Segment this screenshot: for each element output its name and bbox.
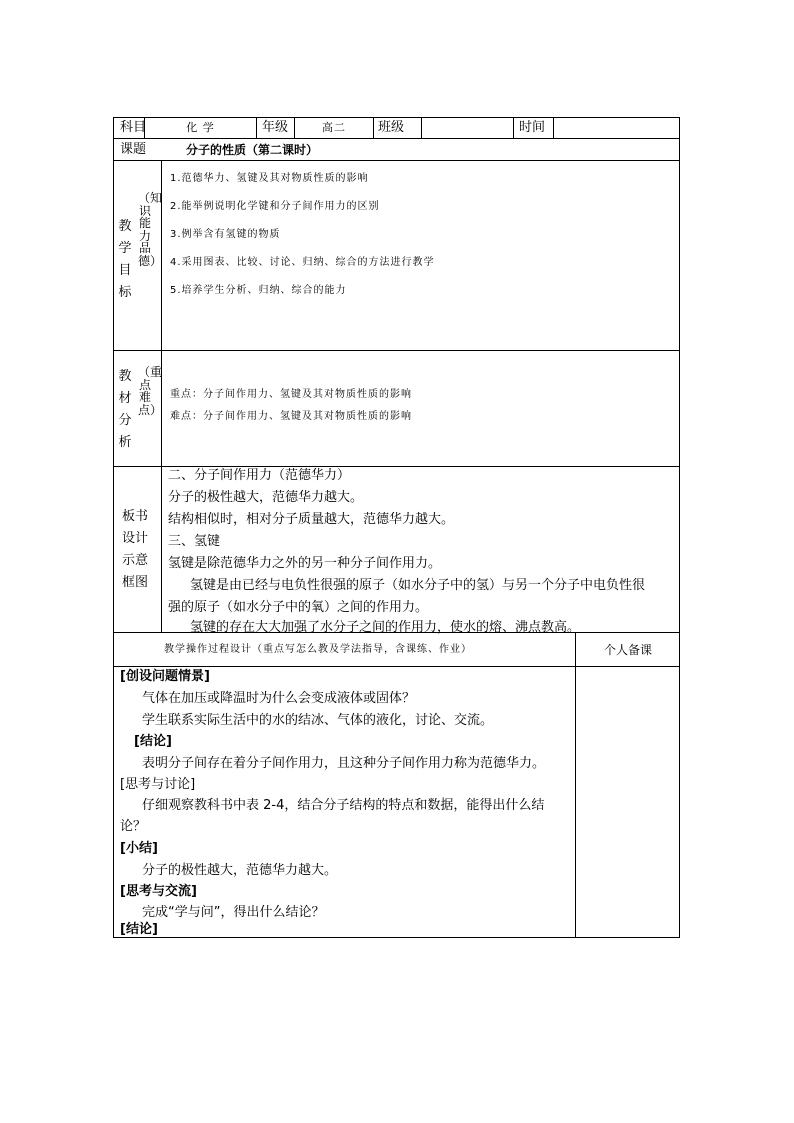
lesson-plan-table: [113, 117, 680, 938]
objective-item: 5.培养学生分析、归纳、综合的能力: [170, 285, 347, 296]
process-line: [结论]: [120, 922, 158, 937]
grade-label: 年级: [262, 120, 289, 135]
process-line: 学生联系实际生活中的水的结冰、气体的液化，讨论、交流。: [142, 713, 494, 728]
row-divider: [114, 138, 680, 139]
objectives-sub-label: （知识 能力 品德）: [138, 191, 163, 268]
process-line: [思考与交流]: [120, 884, 197, 899]
subject-label: 科目: [120, 120, 147, 135]
board-label-line: 板书: [122, 509, 149, 524]
board-line: 结构相似时，相对分子质量越大，范德华力越大。: [168, 512, 455, 527]
board-line: 二、分子间作用力（范德华力）: [168, 468, 351, 483]
analysis-label: 教材分析: [118, 369, 132, 450]
process-line: [创设问题情景]: [120, 669, 210, 684]
process-line: 论？: [120, 819, 147, 834]
process-line: [小结]: [120, 841, 158, 856]
row-divider: [114, 466, 680, 467]
objective-item: 3.例举含有氢键的物质: [170, 229, 281, 240]
col-divider: [553, 118, 554, 138]
row-divider: [114, 160, 680, 161]
objective-item: 4.采用图表、比较、讨论、归纳、综合的方法进行教学: [170, 257, 435, 268]
key-point: 重点：分子间作用力、氢键及其对物质性质的影响: [170, 389, 412, 400]
process-line: [思考与讨论]: [120, 777, 196, 792]
process-line: 分子的极性越大，范德华力越大。: [142, 863, 338, 878]
col-divider: [421, 118, 422, 138]
col-divider: [373, 118, 374, 138]
board-line: 氢键的存在大大加强了水分子之间的作用力，使水的熔、沸点教高。: [190, 620, 581, 635]
class-label: 班级: [378, 120, 405, 135]
process-line: 仔细观察教科书中表 2-4，结合分子结构的特点和数据，能得出什么结: [142, 798, 545, 813]
process-line: 表明分子间存在着分子间作用力，且这种分子间作用力称为范德华力。: [142, 756, 546, 771]
board-line: 强的原子（如水分子中的氧）之间的作用力。: [168, 600, 429, 615]
topic-value: 分子的性质（第二课时）: [186, 143, 319, 157]
analysis-sub-label: （重点 难点）: [138, 365, 163, 417]
col-divider: [513, 118, 514, 138]
difficult-point: 难点：分子间作用力、氢键及其对物质性质的影响: [170, 411, 412, 422]
board-line: 氢键是除范德华力之外的另一种分子间作用力。: [168, 556, 442, 571]
objective-item: 2.能举例说明化学键和分子间作用力的区别: [170, 201, 380, 212]
process-line: [结论]: [134, 734, 172, 749]
row-divider: [114, 350, 680, 351]
process-header: 教学操作过程设计（重点写怎么教及学法指导，含课练、作业）: [164, 644, 472, 655]
board-label-line: 设计: [122, 531, 149, 546]
process-line: 气体在加压或降温时为什么会变成液体或固体？: [142, 691, 416, 706]
board-line: 分子的极性越大，范德华力越大。: [168, 490, 364, 505]
objective-item: 1.范德华力、氢键及其对物质性质的影响: [170, 173, 369, 184]
board-line: 氢键是由已经与电负性很强的原子（如水分子中的氢）与另一个分子中电负性很: [190, 578, 646, 593]
grade-value: 高二: [322, 121, 346, 134]
objectives-label: 教学目标: [118, 219, 132, 300]
topic-label: 课题: [120, 142, 147, 157]
board-line: 三、氢键: [168, 534, 221, 549]
row-divider: [114, 666, 680, 667]
notes-header: 个人备课: [603, 643, 652, 657]
subject-value: 化 学: [186, 121, 215, 134]
col-divider: [256, 118, 257, 138]
time-label: 时间: [519, 120, 546, 135]
col-divider: [161, 160, 162, 632]
col-divider: [575, 632, 576, 938]
board-label-line: 框图: [122, 575, 149, 590]
process-line: 完成“学与问”，得出什么结论？: [142, 905, 325, 920]
board-label-line: 示意: [122, 553, 149, 568]
